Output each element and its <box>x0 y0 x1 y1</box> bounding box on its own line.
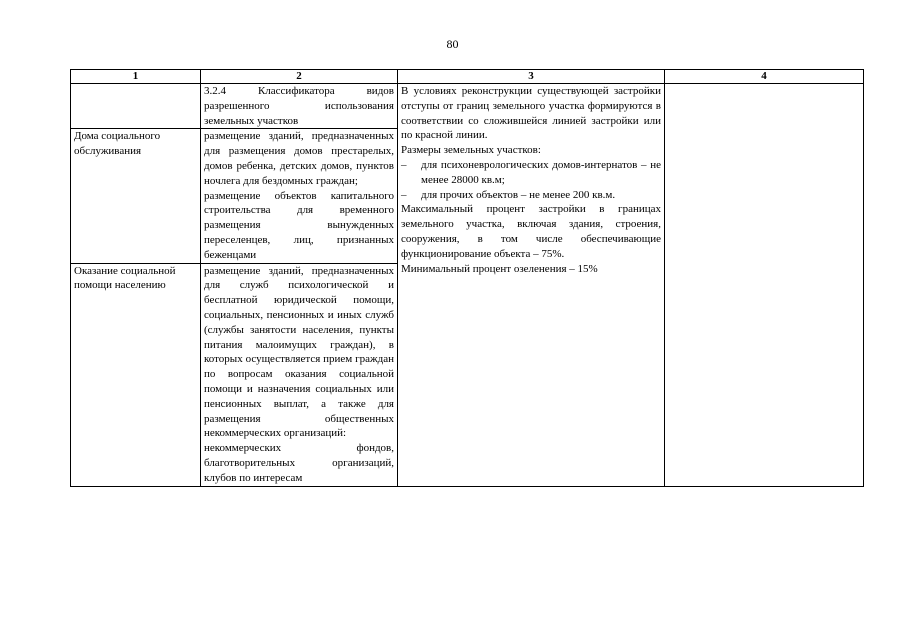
dash-bullet: – <box>401 158 407 171</box>
social-homes-desc-b: размещение объектов капитального строительства для временного размещения вынужденных переселенцев, лиц, признанных беженцами <box>204 189 394 261</box>
header-col-1: 1 <box>71 70 201 84</box>
col4-cell <box>665 84 864 487</box>
row1-col2 <box>201 84 398 129</box>
row1-col1 <box>71 84 201 129</box>
plot-size-list <box>401 158 661 202</box>
parameters-cell <box>398 84 665 487</box>
social-help-desc-b: некоммерческих фондов, благотворительных организаций, клубов по интересам <box>204 442 394 484</box>
table-header-row <box>71 70 864 84</box>
row2-col1: Дома социального обслуживания <box>71 129 201 263</box>
dash-bullet: – <box>401 188 407 201</box>
row2-col2 <box>201 129 398 263</box>
page-number: 80 <box>446 37 459 51</box>
social-homes-desc-a: размещение зданий, предназначенных для размещения домов престарелых, домов ребенка, детских домов, пунктов ночлега для бездомных граждан; <box>204 130 394 187</box>
plot-size-item-2: для прочих объектов – не менее 200 кв.м. <box>421 188 616 201</box>
max-coverage-paragraph: Максимальный процент застройки в границах земельного участка, включая здания, строения, сооружения, в том числе обеспечивающие функционирование объекта – 75%. <box>401 203 661 260</box>
header-col-3: 3 <box>398 70 665 84</box>
header-col-2: 2 <box>201 70 398 84</box>
list-item <box>401 158 661 188</box>
row3-col1: Оказание социальной помощи населению <box>71 263 201 486</box>
plot-size-heading: Размеры земельных участков: <box>401 144 541 157</box>
regulations-table <box>70 69 864 487</box>
header-col-4: 4 <box>665 70 864 84</box>
classifier-reference: 3.2.4 Классификатора видов разрешенного использования земельных участков <box>204 85 394 127</box>
list-item <box>401 188 661 203</box>
row3-col2 <box>201 263 398 486</box>
table-row <box>71 84 864 129</box>
setback-paragraph: В условиях реконструкции существующей застройки отступы от границ земельного участка формируются в соответствии со сложившейся линией застройки или по красной линии. <box>401 85 661 142</box>
social-help-desc-a: размещение зданий, предназначенных для служб психологической и бесплатной юридической помощи, социальных, пенсионных и иных служб (службы занятости населения, пункты питания малоимущих граждан), в которых осуществляется прием граждан по вопросам оказания социальной помощи и назначения социальных или пенсионных выплат, а также для размещения общественных некоммерческих организаций: <box>204 264 394 440</box>
min-greening-paragraph: Минимальный процент озеленения – 15% <box>401 262 598 275</box>
plot-size-item-1: для психоневрологических домов-интернатов – не менее 28000 кв.м; <box>421 158 661 186</box>
